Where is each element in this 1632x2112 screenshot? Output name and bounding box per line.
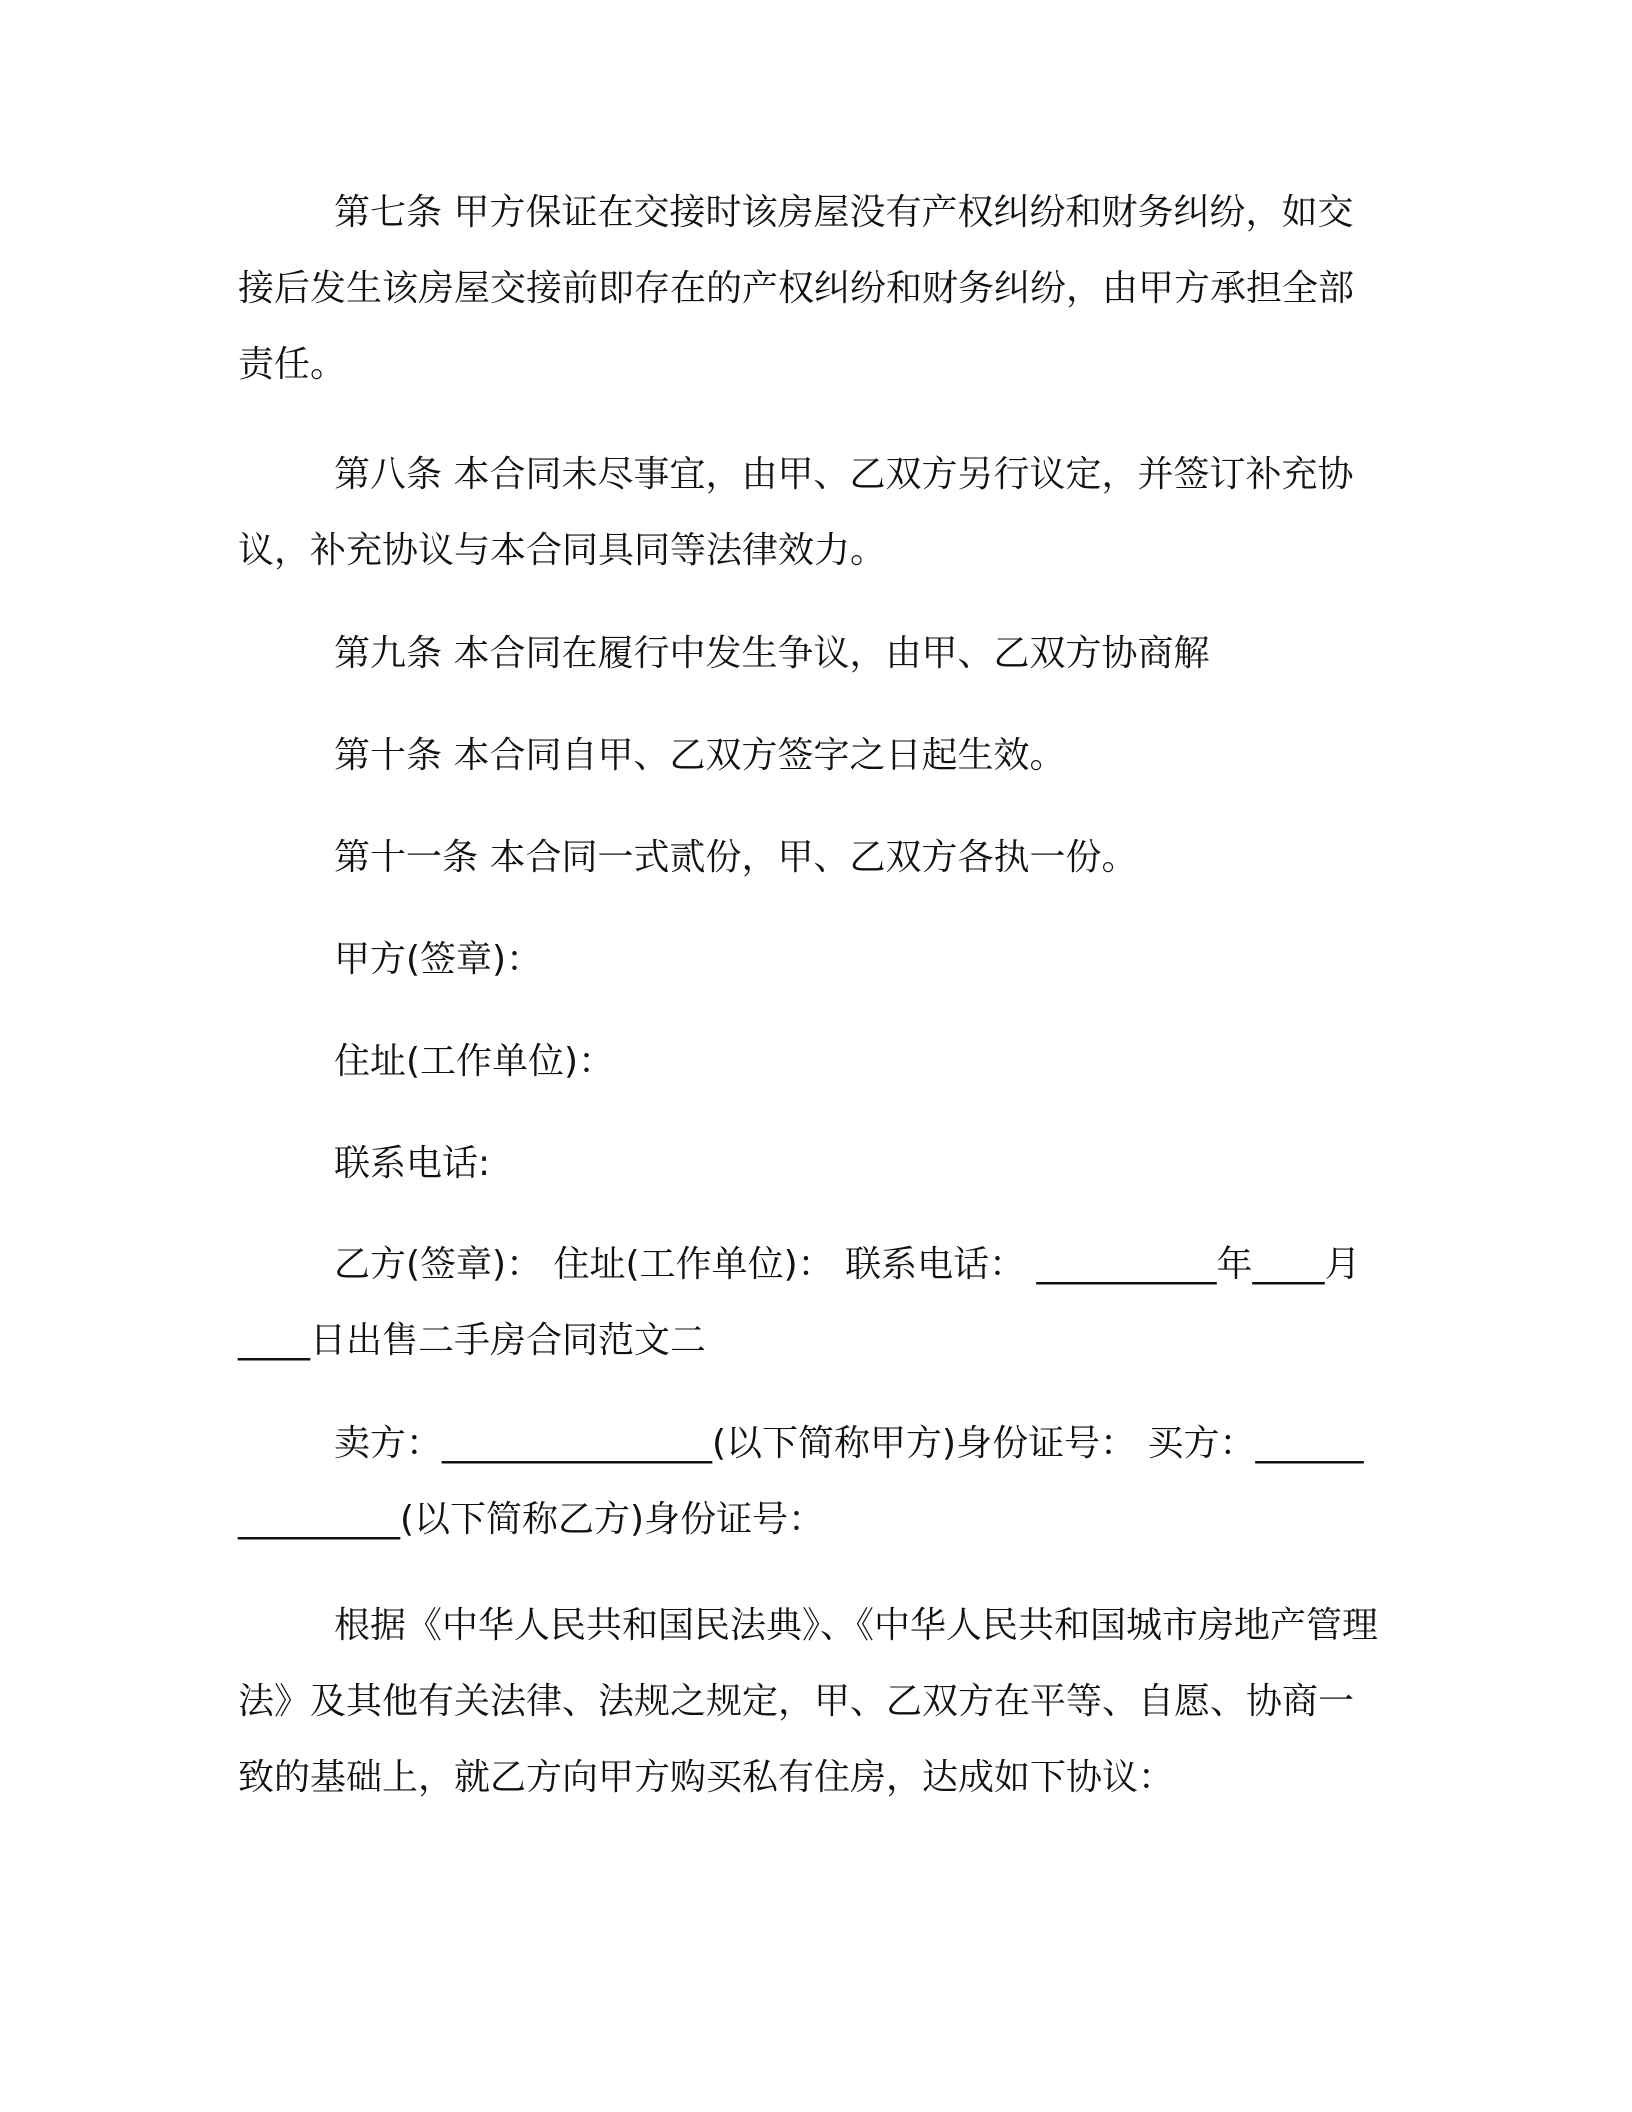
legal-basis-paragraph: 根据《中华人民共和国民法典》、《中华人民共和国城市房地产管理法》及其他有关法律、法规之规定，甲、乙双方在平等、自愿、协商一致的基础上，就乙方向甲方购买私有住房，达成如下协议： — [238, 1605, 1379, 1798]
article-8-paragraph: 第八条 本合同未尽事宜，由甲、乙双方另行议定，并签订补充协议，补充协议与本合同具同等法律效力。 — [238, 454, 1354, 571]
article-11-paragraph: 第十一条 本合同一式贰份，甲、乙双方各执一份。 — [334, 837, 1138, 878]
party-a-phone-label: 联系电话: — [334, 1143, 491, 1184]
article-10-paragraph: 第十条 本合同自甲、乙双方签字之日起生效。 — [334, 735, 1066, 776]
party-a-signature-label: 甲方(签章)： — [334, 939, 543, 980]
party-a-address-label: 住址(工作单位)： — [334, 1041, 615, 1082]
article-7-paragraph: 第七条 甲方保证在交接时该房屋没有产权纠纷和财务纠纷，如交接后发生该房屋交接前即存在的产权纠纷和财务纠纷，由甲方承担全部责任。 — [238, 192, 1355, 385]
article-9-paragraph: 第九条 本合同在履行中发生争议，由甲、乙双方协商解 — [334, 633, 1210, 674]
party-b-signature-block: 乙方(签章)： 住址(工作单位)： 联系电话： __________年____月____日出售二手房合同范文二 — [238, 1244, 1361, 1361]
seller-buyer-paragraph: 卖方：_______________(以下简称甲方)身份证号： 买方：_______________(以下简称乙方)身份证号： — [238, 1423, 1364, 1540]
